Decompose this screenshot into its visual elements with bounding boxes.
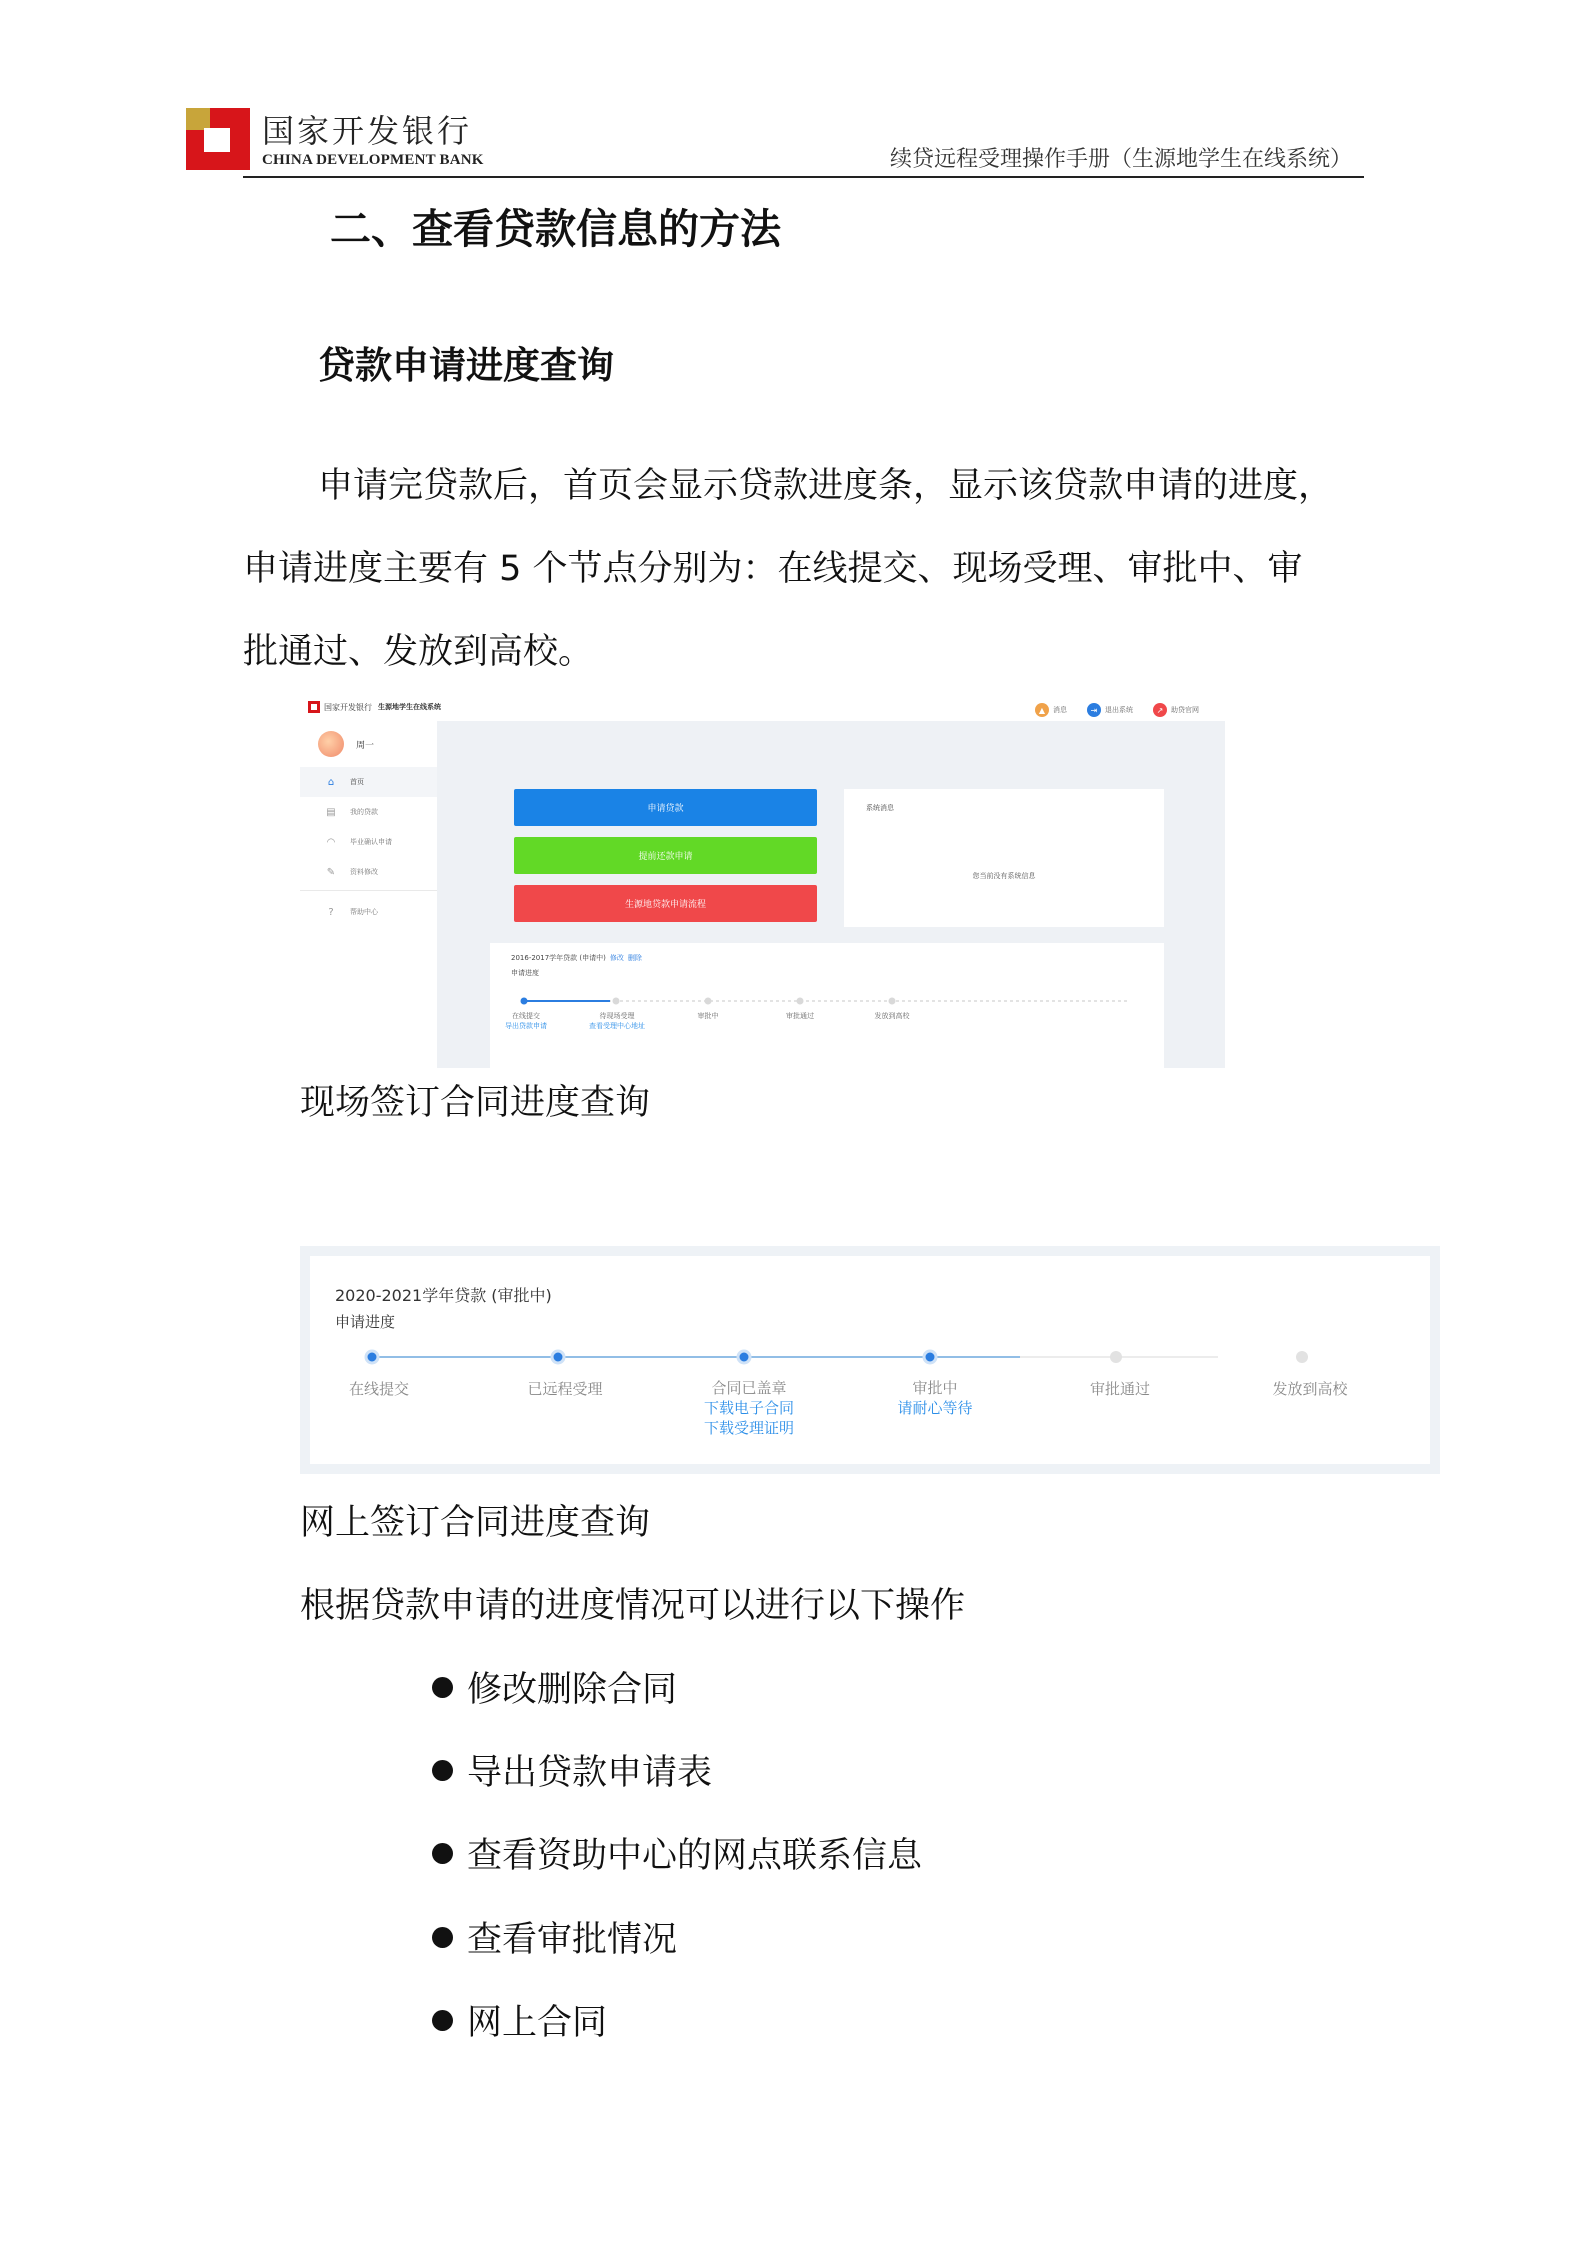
download-acceptance-proof-link[interactable]: 下载受理证明 (703, 1419, 794, 1437)
messages-button[interactable]: ▲ 消息 (1035, 703, 1067, 717)
loan-progress-title: 2020-2021学年贷款 (审批中) (335, 1286, 552, 1305)
bank-name-cn: 国家开发银行 (262, 112, 473, 150)
bell-icon: ▲ (1035, 703, 1049, 717)
external-link-icon: ↗ (1153, 703, 1167, 717)
please-wait-text: 请耐心等待 (897, 1399, 973, 1417)
progress-step-under-review: 审批中 请耐心等待 (880, 1378, 990, 1418)
progress-step: 审批通过 (786, 1012, 814, 1020)
mini-bank-logo (308, 701, 320, 713)
progress-node (552, 1351, 564, 1363)
message-title: 系统消息 (866, 804, 894, 812)
screenshot-progress-detail (300, 1246, 1440, 1474)
edit-icon: ✎ (326, 866, 336, 878)
sidebar-divider (300, 890, 437, 891)
homepage-main (437, 721, 1225, 1068)
download-e-contract-link[interactable]: 下载电子合同 (703, 1399, 794, 1417)
loan-progress-card (490, 943, 1164, 1068)
progress-step-disbursed: 发放到高校 (1272, 1380, 1348, 1398)
export-application-link[interactable]: 导出贷款申请 (505, 1022, 547, 1030)
progress-label: 申请进度 (511, 969, 539, 977)
progress-step-approved: 审批通过 (1089, 1380, 1150, 1398)
progress-track-2 (310, 1256, 1430, 1464)
user-name: 周一 (356, 741, 375, 751)
progress-step: 在线提交 导出贷款申请 (494, 1011, 558, 1031)
sidebar (300, 721, 437, 1068)
bullet-dot-icon (432, 1927, 453, 1948)
progress-node (924, 1351, 936, 1363)
progress-node (889, 998, 896, 1005)
progress-step-online-submit: 在线提交 (348, 1380, 409, 1398)
progress-step-contract-stamped: 合同已盖章 下载电子合同 下载受理证明 (689, 1378, 809, 1438)
edit-link[interactable]: 修改 (609, 954, 624, 962)
screenshot-homepage (300, 695, 1225, 1068)
bullet-item: 查看审批情况 (432, 1912, 677, 1962)
document-icon: ▤ (326, 806, 336, 818)
progress-step-remote-accepted: 已远程受理 (527, 1380, 603, 1398)
bullet-dot-icon (432, 1677, 453, 1698)
early-repayment-button[interactable]: 提前还款申请 (514, 837, 817, 874)
caption-operations: 根据贷款申请的进度情况可以进行以下操作 (300, 1586, 966, 1626)
sidebar-item-graduation[interactable]: ◠ 毕业确认申请 (300, 827, 437, 857)
logout-button[interactable]: ⇥ 退出系统 (1087, 703, 1133, 717)
bullet-dot-icon (432, 2010, 453, 2031)
loan-progress-title: 2016-2017学年贷款 (申请中) 修改 删除 (511, 954, 642, 962)
delete-link[interactable]: 删除 (627, 954, 642, 962)
loan-progress-card (310, 1256, 1430, 1464)
progress-node (366, 1351, 378, 1363)
progress-step: 发放到高校 (874, 1012, 910, 1020)
message-empty-text: 您当前没有系统信息 (972, 872, 1036, 880)
sidebar-item-my-loans[interactable]: ▤ 我的贷款 (300, 797, 437, 827)
bullet-dot-icon (432, 1843, 453, 1864)
hat-icon: ◠ (326, 836, 336, 848)
sidebar-item-profile-edit[interactable]: ✎ 资料修改 (300, 857, 437, 887)
apply-loan-button[interactable]: 申请贷款 (514, 789, 817, 826)
system-message-panel (844, 789, 1164, 927)
sidebar-item-help[interactable]: ? 帮助中心 (300, 897, 437, 927)
progress-node (1110, 1351, 1122, 1363)
header-divider (243, 176, 1364, 178)
brand-label: 国家开发银行 (324, 702, 372, 712)
document-title: 续贷远程受理操作手册（生源地学生在线系统） (889, 147, 1352, 172)
paragraph-line: 批通过、发放到高校。 (243, 632, 594, 672)
progress-step: 审批中 (697, 1012, 719, 1020)
bullet-item: 查看资助中心的网点联系信息 (432, 1828, 922, 1878)
official-site-button[interactable]: ↗ 助贷官网 (1153, 703, 1199, 717)
progress-step: 待现场受理 查看受理中心地址 (582, 1011, 652, 1031)
loan-process-button[interactable]: 生源地贷款申请流程 (514, 885, 817, 922)
system-brand (308, 701, 441, 713)
bullet-item: 网上合同 (432, 1995, 607, 2045)
progress-node (521, 998, 528, 1005)
avatar (318, 731, 344, 757)
progress-node (1296, 1351, 1308, 1363)
progress-track-1 (490, 943, 1164, 1068)
caption-onsite-contract: 现场签订合同进度查询 (300, 1083, 651, 1123)
logout-icon: ⇥ (1087, 703, 1101, 717)
bullet-dot-icon (432, 1760, 453, 1781)
bullet-item: 导出贷款申请表 (432, 1745, 712, 1795)
paragraph-line: 申请完贷款后，首页会显示贷款进度条，显示该贷款申请的进度， (318, 466, 1334, 506)
progress-node (613, 998, 620, 1005)
home-icon: ⌂ (327, 776, 335, 788)
sub-title: 贷款申请进度查询 (318, 344, 614, 387)
progress-label: 申请进度 (335, 1313, 396, 1331)
help-icon: ? (328, 906, 334, 918)
bank-name-en: CHINA DEVELOPMENT BANK (262, 152, 484, 168)
section-title: 二、查看贷款信息的方法 (330, 205, 781, 253)
progress-node (797, 998, 804, 1005)
bank-logo-mark (186, 108, 250, 170)
brand-sub-label: 生源地学生在线系统 (378, 703, 441, 711)
bullet-item: 修改删除合同 (432, 1662, 677, 1712)
progress-node (705, 998, 712, 1005)
view-center-address-link[interactable]: 查看受理中心地址 (589, 1022, 645, 1030)
sidebar-item-home[interactable]: ⌂ 首页 (300, 767, 437, 797)
progress-node (738, 1351, 750, 1363)
paragraph-line: 申请进度主要有 5 个节点分别为：在线提交、现场受理、审批中、审 (243, 549, 1303, 589)
caption-online-contract: 网上签订合同进度查询 (300, 1503, 651, 1543)
